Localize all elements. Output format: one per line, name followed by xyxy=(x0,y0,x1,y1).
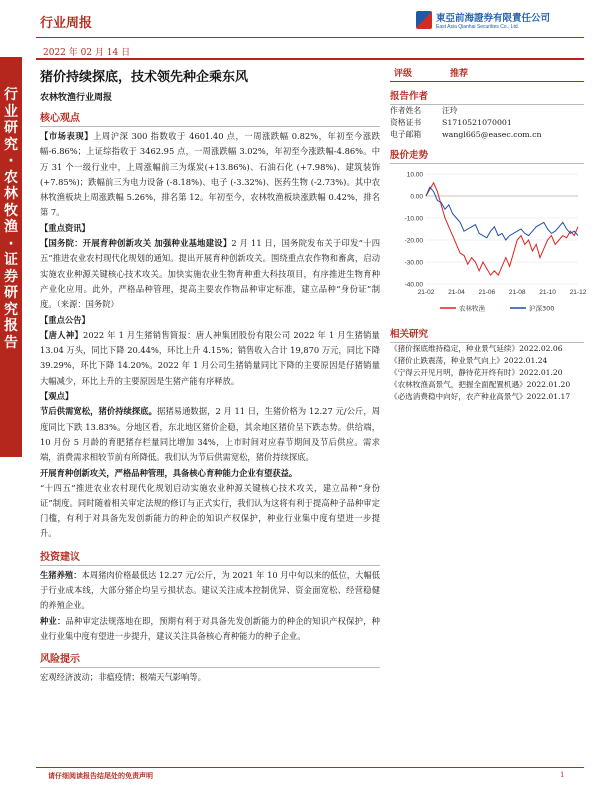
side-char: 究 xyxy=(4,136,18,153)
page-title: 猪价持续探底，技术领先种企乘东风 xyxy=(40,70,249,85)
market-paragraph xyxy=(40,129,380,221)
author-key: 电子邮箱 xyxy=(390,130,422,139)
logo-cn: 東亞前海證券有限責任公司 xyxy=(436,13,551,24)
stock-chart xyxy=(390,166,587,320)
report-type: 行业周报 xyxy=(40,16,93,31)
core-view-heading: 核心观点 xyxy=(40,113,80,124)
side-char: 报 xyxy=(4,318,18,334)
stock-chart-svg xyxy=(390,166,587,316)
author-key: 资格证书 xyxy=(390,118,422,127)
market-tag: 【市场表现】 xyxy=(40,131,94,141)
author-row xyxy=(390,129,584,141)
invest-seed-tag: 种业： xyxy=(40,615,66,626)
sidebar xyxy=(390,64,587,403)
side-char: 告 xyxy=(4,334,18,351)
news-tag: 【重点资讯】 xyxy=(40,222,90,233)
divider xyxy=(40,667,380,668)
rating-value: 推荐 xyxy=(450,69,469,79)
author-heading: 报告作者 xyxy=(390,88,584,105)
invest-seed xyxy=(40,614,380,645)
y-tick-label: -10.00 xyxy=(404,215,423,223)
author-row xyxy=(390,105,584,117)
related-item[interactable]: 《猪价止跌震荡，种业景气向上》2022.01.24 xyxy=(390,356,548,365)
x-tick-label: 21-06 xyxy=(478,289,496,296)
related-item[interactable]: 《宁得云开见月明，静待花开终有时》2022.01.20 xyxy=(390,368,563,377)
main-column xyxy=(40,64,380,686)
disclaimer-note: 请仔细阅读报告结尾处的免责声明 xyxy=(48,772,153,780)
opinion-tag: 【观点】 xyxy=(40,391,74,402)
author-value: wangl665@easec.com.cn xyxy=(442,130,542,139)
related-item[interactable]: 《猪价探底维持稳定，种业景气延续》2022.02.06 xyxy=(390,344,563,353)
side-char: 行 xyxy=(4,87,18,103)
x-tick-label: 21-04 xyxy=(448,289,465,296)
stock-trend-heading: 股价走势 xyxy=(390,147,584,164)
y-tick-label: -20.00 xyxy=(404,237,423,245)
side-char: 渔 xyxy=(4,219,18,235)
side-char: 证 xyxy=(4,252,18,268)
side-char: 业 xyxy=(4,103,18,120)
footer-rule xyxy=(36,767,584,768)
market-text: 上周沪深 300 指数收于 4601.40 点，一周涨跌幅 0.82%，年初至今涨跌幅-6.86%；上证综指收于 3462.95 点，一周涨跌幅 3.02%，年初至今涨跌幅-4.86%。中万 31 个一级行业中，上周涨幅前三为煤炭(+13.86%)、石油石化 (+7.98%)、建筑装饰 (+7.85%)；跌幅前三为电力设备 (-8.18%)、电子 (-3.32%)、医药生物 (-2.73%)。其中农林牧渔板块上周涨跌幅 5.26%，排名第 12。年初至今，农林牧渔板块涨跌幅 0.42%，排名第 7。 xyxy=(40,131,380,218)
related-item[interactable]: 《必选消费稳中向好，农产种业高景气》2022.01.17 xyxy=(390,392,571,401)
invest-pig xyxy=(40,568,380,614)
notice-title: 【唐人神】 xyxy=(40,329,84,340)
rating-row xyxy=(390,64,584,82)
author-row xyxy=(390,117,584,129)
side-char: 农 xyxy=(4,169,18,186)
related-heading: 相关研究 xyxy=(390,326,584,343)
y-tick-label: 0.00 xyxy=(410,193,423,201)
side-char: 林 xyxy=(4,186,18,202)
y-tick-label: 10.00 xyxy=(406,171,423,179)
side-char: · xyxy=(8,153,14,169)
side-char: · xyxy=(8,235,14,252)
opinion-1-title: 节后供需宽松，猪价持续探底。 xyxy=(40,406,157,417)
invest-heading: 投资建议 xyxy=(40,551,80,563)
related-item[interactable]: 《农林牧渔高景气，把握全面配置机遇》2022.01.20 xyxy=(390,380,571,389)
notice-paragraph xyxy=(40,328,380,389)
side-band xyxy=(0,57,22,457)
opinion-1-text: 据猪易通数据，2 月 11 日，生猪价格为 12.27 元/公斤，周度同比下跌 13.83%。分地区看，东北地区猪价企稳，其余地区猪价呈下跌态势。供给端，10 月份 5 月龄的育肥猪存栏量同比增加 34%，上市时间对应春节期间及节后供应。需求端，消费需求相较节前有所降低。我们认为节后供需宽松，猪价持续探底。 xyxy=(40,406,380,463)
page-subtitle: 农林牧渔行业周报 xyxy=(40,93,113,103)
opinion-2-text: “十四五”推进农业农村现代化规划启动实施农业种源关键核心技术攻关，建立品种“身份证”制度。同时随着相关审定法规的修订与正式实行，我们认为这将有利于提高种子品种审定门槛，有利于对具备先发创新能力的种企的知识产权保护，种业行业集中度有望进一步提升。 xyxy=(40,482,380,539)
logo-en: East Asia Qianhai Securities Co., Ltd. xyxy=(436,24,520,30)
invest-pig-tag: 生猪养殖： xyxy=(40,569,82,580)
y-tick-label: -30.00 xyxy=(404,259,423,267)
author-value: S1710521070001 xyxy=(442,118,512,127)
notice-text: 2022 年 1 月生猪销售简报：唐人神集团股份有限公司 2022 年 1 月生猪销量 13.04 万头，同比下降 20.44%，环比上升 4.15%；销售收入合计 19,870 万元，同比下降 39.29%，环比下降 14.20%。2022 年 1 月公司生猪销量同比下降的主要原因是仔猪销量大幅减少，环比上升的主要原因是生猪产能有序释放。 xyxy=(40,329,380,386)
x-tick-label: 21-12 xyxy=(569,289,587,296)
legend-label: 农林牧渔 xyxy=(459,304,485,313)
invest-pig-text: 本周猪肉价格最低达 12.27 元/公斤，为 2021 年 10 月中旬以来的低位，大幅低于行业成本线，大部分猪企均呈亏损状态。建议关注成本控制优异、资金面宽松、经营稳健的养殖企业。 xyxy=(40,569,380,611)
x-tick-label: 21-02 xyxy=(417,289,435,296)
page-number: 1 xyxy=(560,771,565,779)
y-tick-label: -40.00 xyxy=(404,281,423,289)
risk-text: 宏观经济波动；非瘟疫情；极端天气影响等。 xyxy=(40,672,206,683)
side-char: 究 xyxy=(4,301,18,318)
news-paragraph xyxy=(40,236,380,312)
side-char: 牧 xyxy=(4,202,18,219)
divider xyxy=(40,126,380,127)
news-text: 2 月 11 日，国务院发布关于印发“十四五”推进农业农村现代化规划的通知。提出开展育种创新攻关。围绕重点农作物和畜禽，启动实施农业种源关键核心技术攻关。加快实施农业生物育种重大科技项目，有序推进生物育种产业化应用。此外，严格品种管理，提高主要农作物品种审定标准，建立品种“身份证”制度。（来源：国务院） xyxy=(40,238,380,310)
rating-label: 评级 xyxy=(394,69,413,79)
series-line-0 xyxy=(426,183,578,275)
opinion-2-title: 开展育种创新攻关，严格品种管理，具备核心育种能力企业有望获益。 xyxy=(40,467,298,478)
header-rule-2 xyxy=(36,58,584,60)
header-rule xyxy=(36,37,584,38)
x-tick-label: 21-08 xyxy=(508,289,526,296)
divider xyxy=(40,565,380,566)
opinion-1 xyxy=(40,404,380,465)
legend-label: 沪深300 xyxy=(529,304,555,313)
side-char: 研 xyxy=(4,120,18,136)
related-list xyxy=(390,343,584,403)
notice-tag: 【重点公告】 xyxy=(40,314,90,325)
risk-heading: 风险提示 xyxy=(40,654,80,666)
side-char: 券 xyxy=(4,268,18,285)
author-key: 作者姓名 xyxy=(390,106,422,115)
news-title: 【国务院：开展育种创新攻关 加强种业基地建设】 xyxy=(40,238,232,249)
company-logo xyxy=(416,5,588,35)
logo-icon xyxy=(416,11,432,29)
author-value: 汪玲 xyxy=(442,106,458,115)
invest-seed-text: 品种审定法规落地在即，预期有利于对具备先发创新能力的种企的知识产权保护，种业行业集中度有望进一步提升，建议关注具备核心育种能力的种子企业。 xyxy=(40,615,380,641)
side-char: 研 xyxy=(4,285,18,301)
x-tick-label: 21-10 xyxy=(539,289,556,296)
report-date: 2022 年 02 月 14 日 xyxy=(43,48,131,58)
series-line-1 xyxy=(426,187,578,240)
